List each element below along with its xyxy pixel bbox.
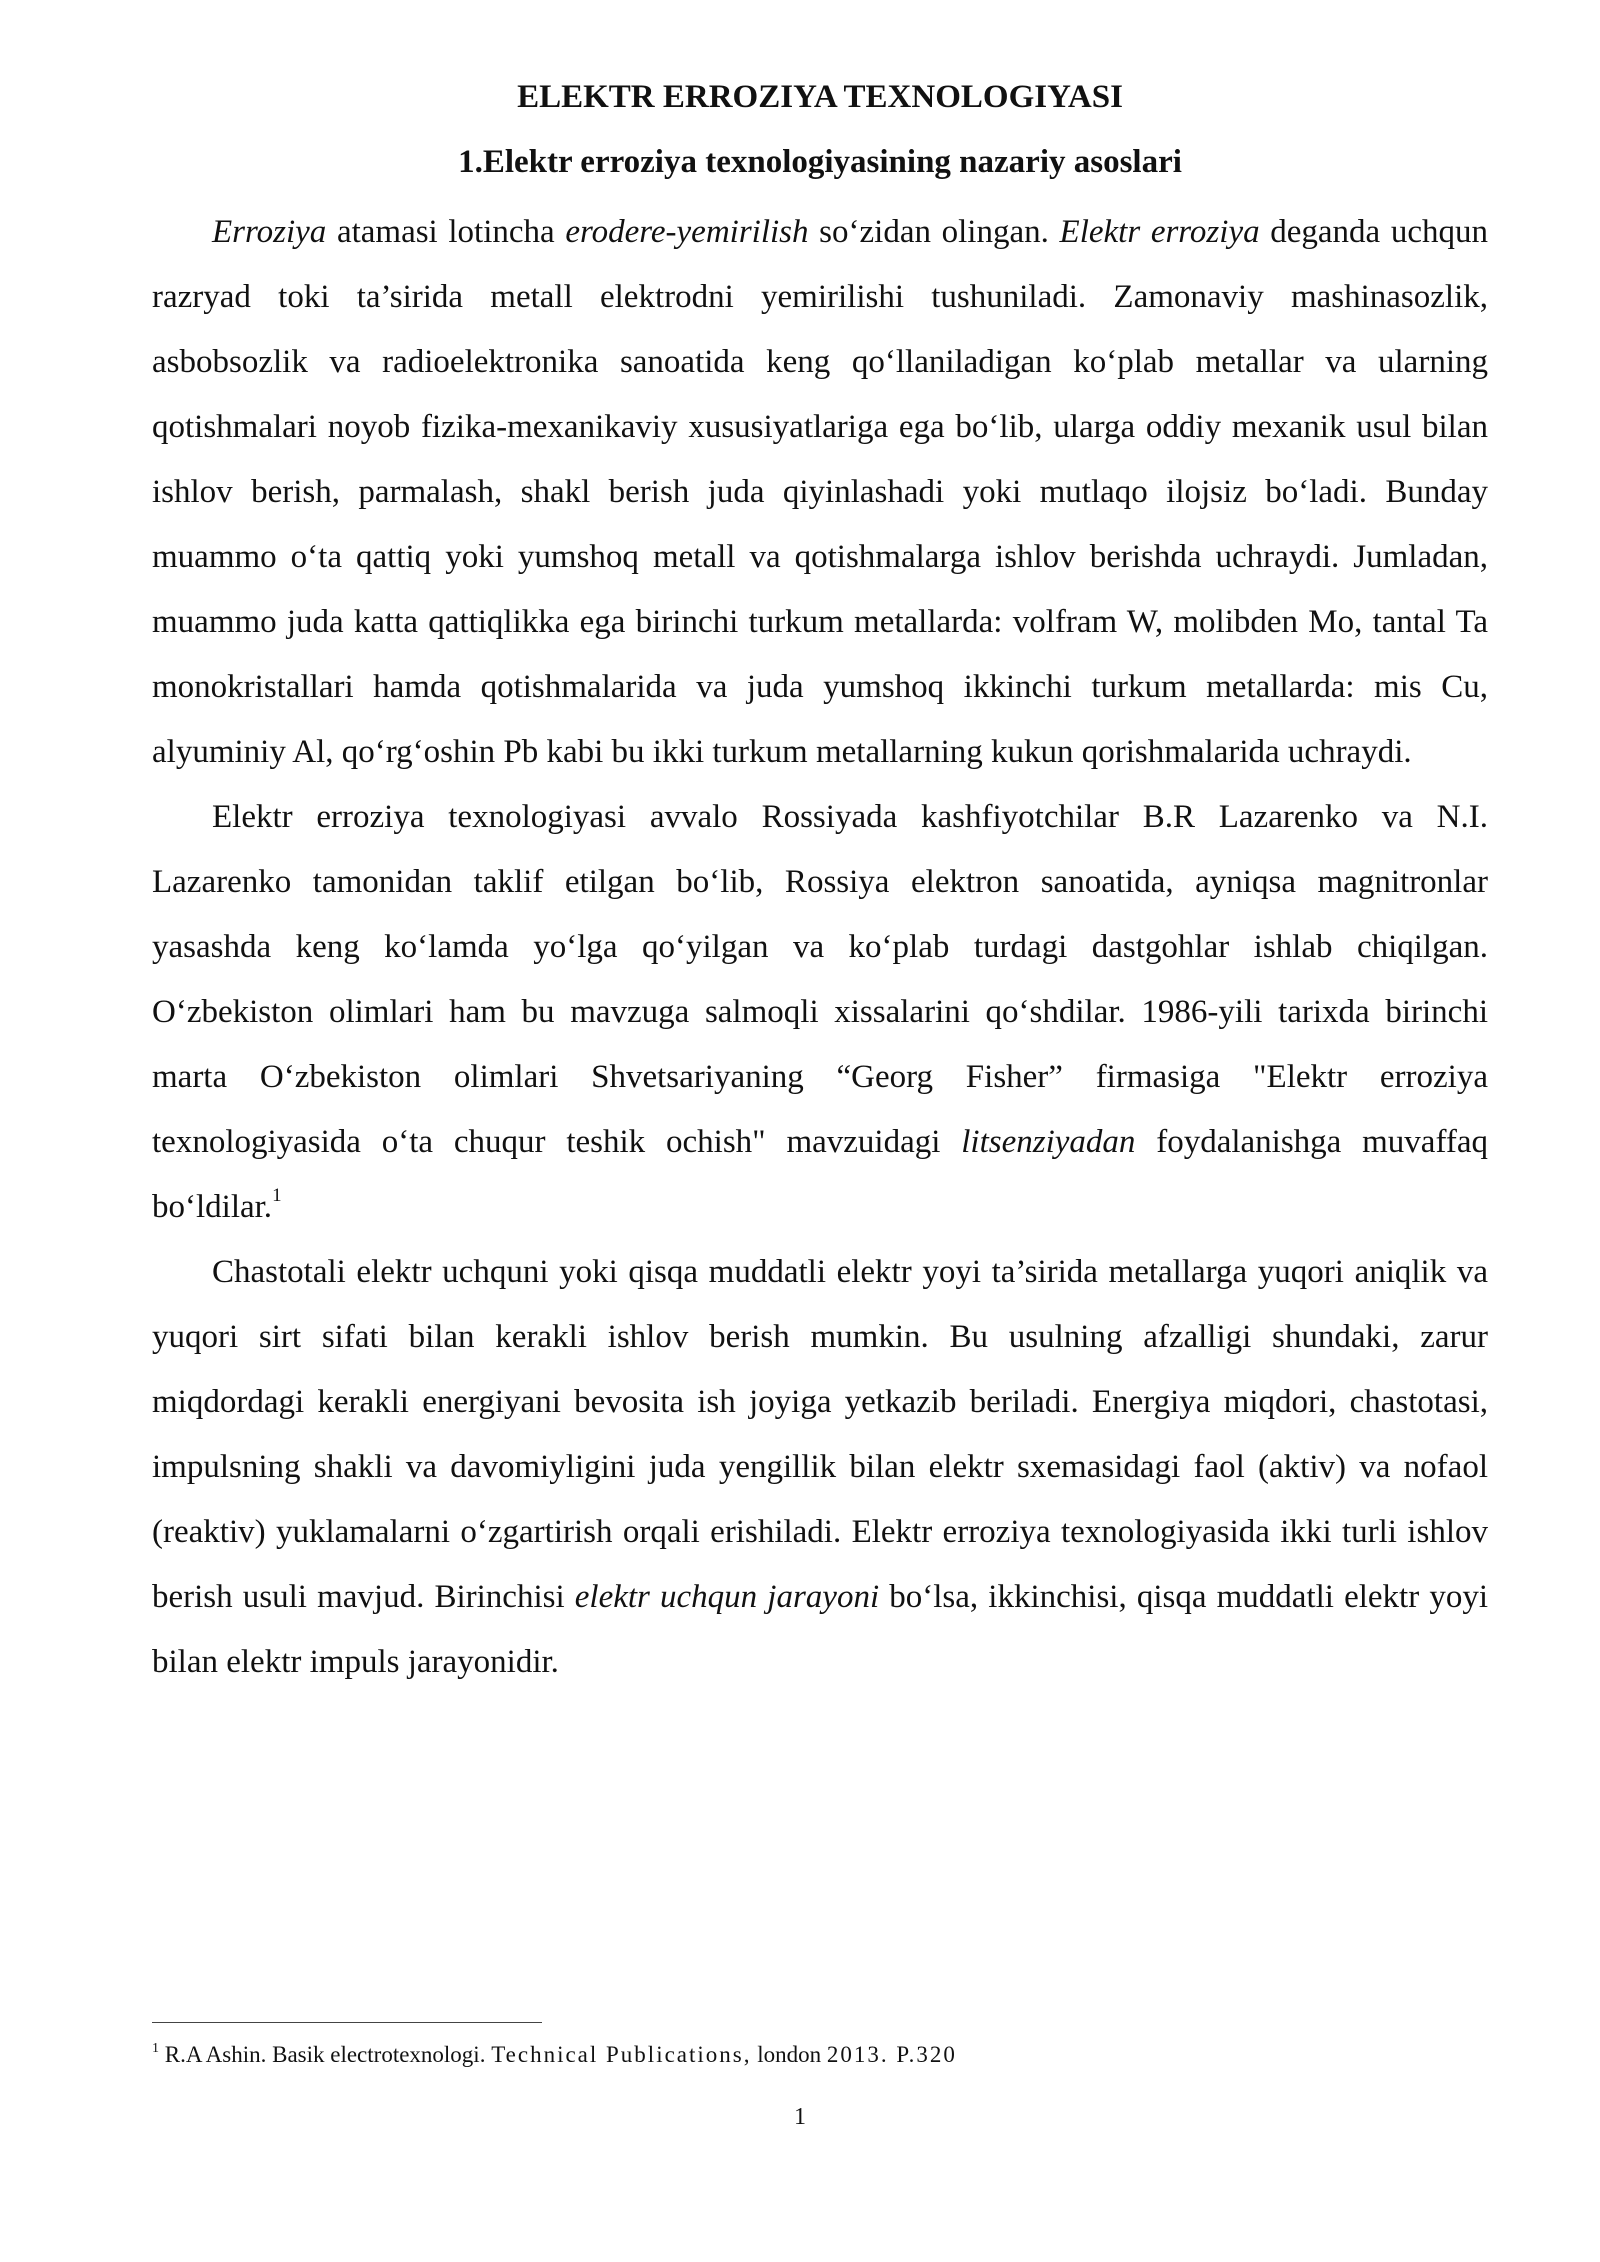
paragraph-1 (152, 200, 1488, 785)
term-erroziya: Erroziya (212, 214, 327, 250)
footnote-text: R.A Ashin. Basik electrotexnologi. (159, 2042, 492, 2067)
paragraph-3 (152, 1240, 1488, 1695)
footnote-reference[interactable]: 1 (272, 1185, 282, 1206)
footnote-marker: 1 (152, 2041, 159, 2056)
footnote-separator (152, 2022, 542, 2023)
footnote-city: london (751, 2042, 827, 2067)
term-elektr-erroziya: Elektr erroziya (1059, 214, 1260, 250)
paragraph-text: atamasi lotincha (326, 214, 566, 250)
paragraph-text: bo‘lsa, ikkinchisi, qisqa muddatli elektr yoyi bilan elektr impuls jarayonidir. (152, 1579, 1488, 1680)
document-title: ELEKTR ERROZIYA TEXNOLOGIYASI (517, 79, 1123, 115)
term-elektr-uchqun-jarayoni: elektr uchqun jarayoni (574, 1579, 880, 1615)
section-heading: 1.Elektr erroziya texnologiyasining nazariy asoslari (458, 144, 1182, 180)
paragraph-text: so‘zidan olingan. (808, 214, 1060, 250)
paragraph-2 (152, 785, 1488, 1240)
footnote-year-page: 2013. P.320 (826, 2042, 957, 2067)
paragraph-text: Elektr erroziya texnologiyasi avvalo Rossiyada kashfiyotchilar B.R Lazarenko va N.I. Lazarenko tamonidan taklif etilgan bo‘lib, Rossiya elektron sanoatida, ayniqsa magnitronlar yasashda keng ko‘lamda yo‘lga qo‘yilgan va ko‘plab turdagi dastgohlar ishlab chiqilgan. O‘zbekiston olimlari ham bu mavzuga salmoqli xissalarini qo‘shdilar. 1986-yili tarixda birinchi marta O‘zbekiston olimlari Shvetsariyaning “Georg Fisher” firmasiga "Elektr erroziya texnologiyasida o‘ta chuqur teshik ochish" mavzuidagi (152, 799, 1488, 1160)
paragraph-text: Chastotali elektr uchquni yoki qisqa muddatli elektr yoyi ta’sirida metallarga yuqori aniqlik va yuqori sirt sifati bilan kerakli ishlov berish mumkin. Bu usulning afzalligi shundaki, zarur miqdordagi kerakli energiyani bevosita ish joyiga yetkazib beriladi. Energiya miqdori, chastotasi, impulsning shakli va davomiyligini juda yengillik bilan elektr sxemasidagi faol (aktiv) va nofaol (reaktiv) yuklamalarni o‘zgartirish orqali erishiladi. Elektr erroziya texnologiyasida ikki turli ishlov berish usuli mavjud. Birinchisi (152, 1254, 1488, 1615)
term-litsenziyadan: litsenziyadan (961, 1124, 1136, 1160)
footnote (152, 2040, 1452, 2070)
page-number: 1 (794, 2104, 806, 2130)
paragraph-text: deganda uchqun razryad toki ta’sirida metall elektrodni yemirilishi tushuniladi. Zamonaviy mashinasozlik, asbobsozlik va radioelektronika sanoatida keng qo‘llaniladigan ko‘plab metallar va ularning qotishmalari noyob fizika-mexanikaviy xususiyatlariga ega bo‘lib, ularga oddiy mexanik usul bilan ishlov berish, parmalash, shakl berish juda qiyinlashadi yoki mutlaqo ilojsiz bo‘ladi. Bunday muammo o‘ta qattiq yoki yumshoq metall va qotishmalarga ishlov berishda uchraydi. Jumladan, muammo juda katta qattiqlikka ega birinchi turkum metallarda: volfram W, molibden Mo, tantal Ta monokristallari hamda qotishmalarida va juda yumshoq ikkinchi turkum metallarda: mis Cu, alyuminiy Al, qo‘rg‘oshin Pb kabi bu ikki turkum metallarning kukun qorishmalarida uchraydi. (152, 214, 1489, 770)
document-body (152, 200, 1488, 1695)
footnote-publisher: Technical Publications, (491, 2042, 752, 2067)
paragraph-text: foydalanishga muvaffaq bo‘ldilar. (152, 1124, 1488, 1225)
term-erodere: erodere-yemirilish (565, 214, 809, 250)
